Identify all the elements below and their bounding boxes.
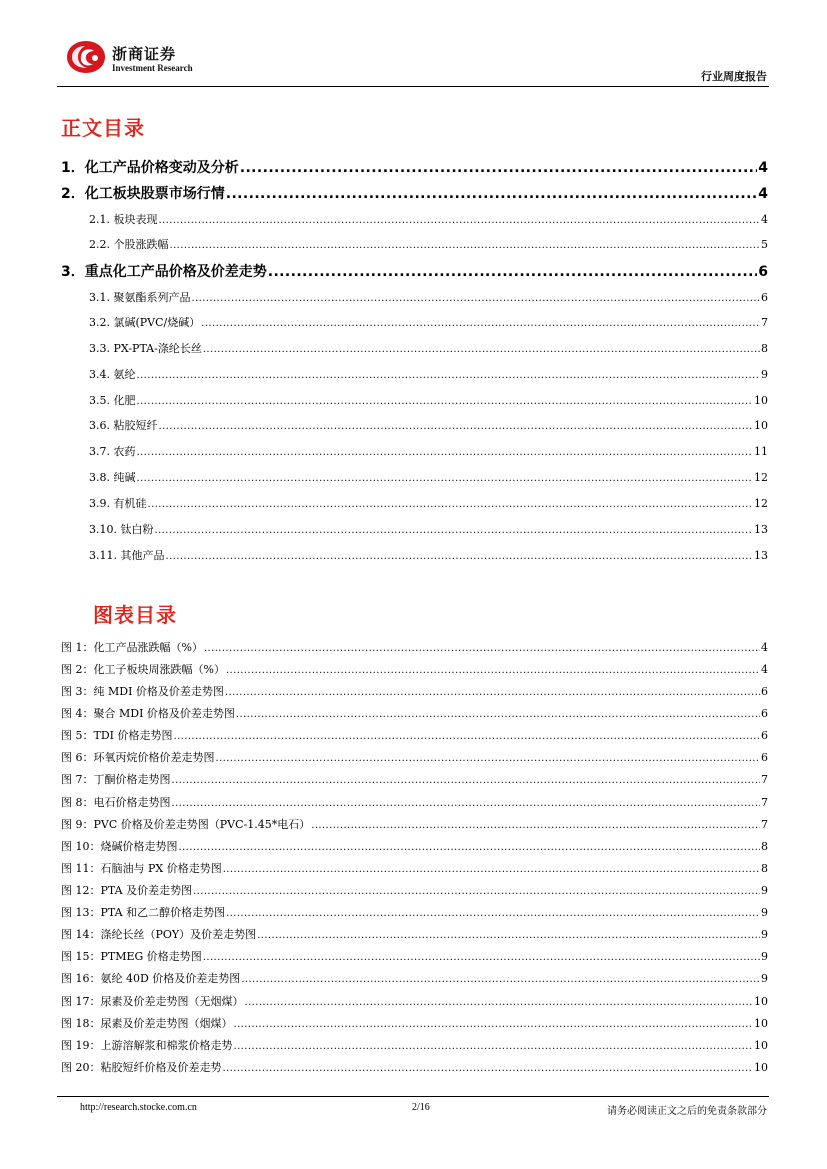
- figure-item-page: 10: [754, 1061, 768, 1074]
- footer-divider: [57, 1096, 769, 1097]
- figure-item[interactable]: [61, 993, 768, 1009]
- figure-item-page: 9: [761, 906, 768, 919]
- figure-item[interactable]: [61, 970, 768, 986]
- report-type: 行业周度报告: [701, 70, 767, 83]
- figure-item-page: 9: [761, 928, 768, 941]
- toc-item-label: 3．重点化工产品价格及价差走势: [61, 264, 267, 280]
- figure-item-label: 图 18：尿素及价差走势图（烟煤）: [61, 1017, 233, 1030]
- figure-item-label: 图 10：烧碱价格走势图: [61, 840, 178, 853]
- figure-item-label: 图 8：电石价格走势图: [61, 796, 171, 809]
- figure-item[interactable]: [61, 948, 768, 964]
- figure-item-label: 图 1：化工产品涨跌幅（%）: [61, 641, 203, 654]
- toc-item-label: 3.7. 农药: [89, 445, 136, 458]
- figure-item-label: 图 3：纯 MDI 价格及价差走势图: [61, 685, 224, 698]
- toc-item-label: 1．化工产品价格变动及分析: [61, 160, 239, 176]
- figure-item-label: 图 13：PTA 和乙二醇价格走势图: [61, 906, 226, 919]
- figure-item-label: 图 7：丁酮价格走势图: [61, 773, 171, 786]
- toc-item-label: 2.1. 板块表现: [89, 213, 158, 226]
- toc-item-page: 4: [758, 186, 768, 202]
- toc-item-label: 3.1. 聚氨酯系列产品: [89, 291, 191, 304]
- figure-item[interactable]: [61, 926, 768, 942]
- figure-item[interactable]: [61, 838, 768, 854]
- figure-item-page: 6: [761, 707, 768, 720]
- figure-item-page: 9: [761, 972, 768, 985]
- figure-item-label: 图 14：涤纶长丝（POY）及价差走势图: [61, 928, 257, 941]
- figure-item[interactable]: [61, 816, 768, 832]
- toc-item-label: 3.8. 纯碱: [89, 471, 136, 484]
- figure-item-label: 图 17：尿素及价差走势图（无烟煤）: [61, 995, 244, 1008]
- toc-item-page: 9: [761, 368, 768, 381]
- toc-item-label: 3.2. 氯碱(PVC/烧碱）: [89, 316, 201, 329]
- toc-item-label: 3.11. 其他产品: [89, 549, 165, 562]
- company-logo: [66, 40, 106, 74]
- figure-item-label: 图 11：石脑油与 PX 价格走势图: [61, 862, 222, 875]
- figure-item[interactable]: [61, 727, 768, 743]
- figure-item[interactable]: [61, 1015, 768, 1031]
- figure-item-label: 图 4：聚合 MDI 价格及价差走势图: [61, 707, 235, 720]
- figure-item-label: 图 15：PTMEG 价格走势图: [61, 950, 202, 963]
- figure-item-page: 4: [761, 641, 768, 654]
- toc-item-page: 12: [754, 471, 768, 484]
- figure-item-label: 图 5：TDI 价格走势图: [61, 729, 173, 742]
- figure-item-page: 8: [761, 862, 768, 875]
- figure-item-page: 4: [761, 663, 768, 676]
- figure-item-label: 图 20：粘胶短纤价格及价差走势: [61, 1061, 222, 1074]
- figure-item-page: 6: [761, 751, 768, 764]
- figure-item[interactable]: [61, 794, 768, 810]
- toc-item-page: 4: [761, 213, 768, 226]
- figure-item[interactable]: [61, 771, 768, 787]
- figure-item-page: 7: [761, 796, 768, 809]
- toc-item-label: 3.10. 钛白粉: [89, 523, 154, 536]
- toc-item[interactable]: [61, 183, 768, 203]
- brand-name-en: Investment Research: [112, 63, 193, 73]
- figure-item-label: 图 19：上游溶解浆和棉浆价格走势: [61, 1039, 233, 1052]
- toc-item[interactable]: [89, 340, 768, 356]
- toc-item[interactable]: [89, 392, 768, 408]
- toc-item-label: 2.2. 个股涨跌幅: [89, 238, 169, 251]
- toc-item[interactable]: [89, 521, 768, 537]
- toc-item-page: 13: [754, 549, 768, 562]
- figure-item-page: 10: [754, 995, 768, 1008]
- toc-item-page: 6: [761, 291, 768, 304]
- toc-item[interactable]: [89, 366, 768, 382]
- figure-item[interactable]: [61, 904, 768, 920]
- figure-item-page: 6: [761, 729, 768, 742]
- toc-item[interactable]: [89, 211, 768, 227]
- figure-item-label: 图 16：氨纶 40D 价格及价差走势图: [61, 972, 241, 985]
- toc-item-label: 3.9. 有机硅: [89, 497, 147, 510]
- toc-item-page: 4: [758, 160, 768, 176]
- figure-item[interactable]: [61, 882, 768, 898]
- figure-item-label: 图 12：PTA 及价差走势图: [61, 884, 193, 897]
- figure-item-page: 6: [761, 685, 768, 698]
- figure-item-label: 图 2：化工子板块周涨跌幅（%）: [61, 663, 225, 676]
- figure-item-page: 7: [761, 773, 768, 786]
- toc-item-page: 10: [754, 419, 768, 432]
- toc-item-label: 3.4. 氨纶: [89, 368, 136, 381]
- figure-item-page: 8: [761, 840, 768, 853]
- toc-item[interactable]: [89, 547, 768, 563]
- toc-item-page: 8: [761, 342, 768, 355]
- toc-item[interactable]: [89, 314, 768, 330]
- toc-item[interactable]: [89, 236, 768, 252]
- figures-title: 图表目录: [93, 603, 177, 627]
- toc-item-label: 2．化工板块股票市场行情: [61, 186, 225, 202]
- toc-item-page: 5: [761, 238, 768, 251]
- header-divider: [57, 86, 769, 87]
- figure-item-label: 图 9：PVC 价格及价差走势图（PVC-1.45*电石）: [61, 818, 311, 831]
- brand-name-cn: 浙商证券: [112, 45, 177, 63]
- toc-item-label: 3.6. 粘胶短纤: [89, 419, 158, 432]
- figure-item[interactable]: [61, 661, 768, 677]
- toc-title: 正文目录: [61, 116, 145, 140]
- figure-item[interactable]: [61, 860, 768, 876]
- figure-item-page: 7: [761, 818, 768, 831]
- figure-item[interactable]: [61, 639, 768, 655]
- toc-item[interactable]: [89, 289, 768, 305]
- figure-item-label: 图 6：环氧丙烷价格价差走势图: [61, 751, 215, 764]
- footer-disclaimer: 请务必阅读正文之后的免责条款部分: [607, 1106, 767, 1117]
- figure-item-page: 10: [754, 1017, 768, 1030]
- toc-item-page: 13: [754, 523, 768, 536]
- figure-item-page: 9: [761, 884, 768, 897]
- toc-item[interactable]: [89, 495, 768, 511]
- toc-item[interactable]: [89, 443, 768, 459]
- figure-item[interactable]: [61, 749, 768, 765]
- toc-item-page: 10: [754, 394, 768, 407]
- toc-item-page: 12: [754, 497, 768, 510]
- figure-item[interactable]: [61, 1059, 768, 1075]
- toc-item[interactable]: [61, 261, 768, 281]
- toc-item-page: 7: [761, 316, 768, 329]
- toc-item-label: 3.5. 化肥: [89, 394, 136, 407]
- toc-item[interactable]: [89, 469, 768, 485]
- footer-url[interactable]: http://research.stocke.com.cn: [80, 1102, 197, 1113]
- toc-item-page: 11: [754, 445, 768, 458]
- figure-item-page: 10: [754, 1039, 768, 1052]
- toc-item[interactable]: [61, 157, 768, 177]
- figure-item[interactable]: [61, 705, 768, 721]
- figure-item-page: 9: [761, 950, 768, 963]
- page-number: 2/16: [412, 1102, 430, 1113]
- toc-item-label: 3.3. PX-PTA-涤纶长丝: [89, 342, 202, 355]
- toc-item-page: 6: [758, 264, 768, 280]
- figure-item[interactable]: [61, 683, 768, 699]
- toc-item[interactable]: [89, 417, 768, 433]
- figure-item[interactable]: [61, 1037, 768, 1053]
